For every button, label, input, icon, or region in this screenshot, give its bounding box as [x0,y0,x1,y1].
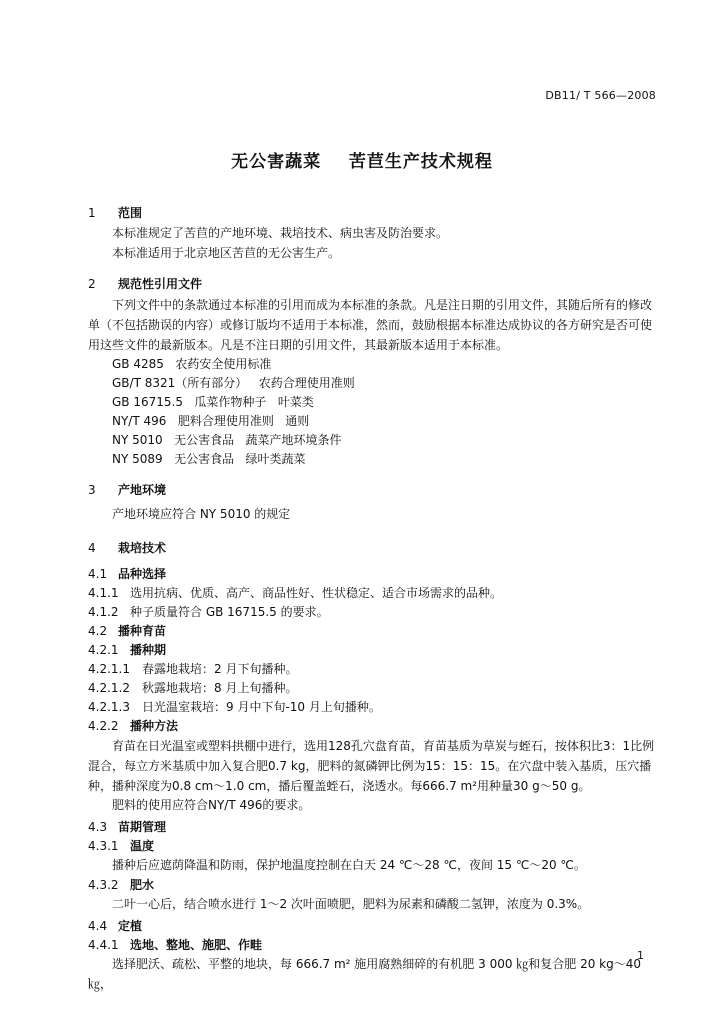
page-number: 1 [637,949,644,962]
subsection-number: 4.1 [88,566,108,581]
clause-number: 4.1.2 [88,604,119,619]
clause-text: 秋露地栽培：8 月上旬播种。 [142,680,298,695]
standard-code: DB11/ T 566—2008 [545,89,656,102]
clause-number: 4.2.1.3 [88,699,130,714]
subsection-number: 4.2.2 [88,718,119,733]
subsection-title: 选地、整地、施肥、作畦 [130,938,263,952]
subsection-heading [88,818,656,837]
subsection-number: 4.4.1 [88,938,119,952]
reference-item: GB 4285 农药安全使用标准 [112,357,272,371]
section-heading [88,202,656,224]
subsection-title: 定植 [118,919,143,933]
paragraph: 本标准规定了苦苣的产地环境、栽培技术、病虫害及防治要求。 [112,226,449,240]
reference-item: GB 16715.5 瓜菜作物种子 叶菜类 [112,395,314,409]
section-title: 产地环境 [118,483,167,497]
reference-item: NY 5010 无公害食品 蔬菜产地环境条件 [112,433,342,447]
subsection-heading [88,641,656,660]
paragraph: 选择肥沃、疏松、平整的地块，每 666.7 m² 施用腐熟细碎的有机肥 3 000 ㎏和复合肥 20 kg～40 ㎏， [88,957,642,991]
section-number: 4 [88,540,96,555]
subsection-number: 4.4 [88,919,108,933]
clause-number: 4.1.1 [88,585,119,600]
clause-item [88,679,656,698]
subsection-heading [88,917,656,936]
paragraph: 下列文件中的条款通过本标准的引用而成为本标准的条款。凡是注日期的引用文件，其随后所有的修改单（不包括勘误的内容）或修订版均不适用于本标准，然而，鼓励根据本标准达成协议的各方研究是否可使用这些文件的最新版本。凡是不注日期的引用文件，其最新版本适用于本标准。 [88,298,653,352]
reference-item: NY 5089 无公害食品 绿叶类蔬菜 [112,452,306,466]
section-number: 1 [88,206,96,220]
clause-item [88,584,656,603]
subsection-number: 4.3.1 [88,839,119,853]
subsection-number: 4.3 [88,820,108,834]
paragraph: 肥料的使用应符合NY/T 496的要求。 [112,797,311,812]
paragraph: 产地环境应符合 NY 5010 的规定 [112,507,291,521]
clause-number: 4.2.1.1 [88,661,130,676]
subsection-title: 播种方法 [130,718,179,733]
section-heading [88,273,656,295]
document-body [88,202,656,994]
subsection-heading [88,936,656,955]
reference-item: GB/T 8321（所有部分） 农药合理使用准则 [112,376,355,390]
subsection-number: 4.3.2 [88,877,119,892]
clause-item [88,698,656,717]
paragraph: 二叶一心后，结合喷水进行 1～2 次叶面喷肥，肥料为尿素和磷酸二氢钾，浓度为 0.3%。 [112,896,590,911]
clause-text: 日光温室栽培：9 月中下旬-10 月上旬播种。 [142,699,381,714]
section-heading [88,479,656,501]
subsection-title: 播种期 [130,642,167,657]
reference-item: NY/T 496 肥料合理使用准则 通则 [112,414,310,428]
clause-text: 种子质量符合 GB 16715.5 的要求。 [130,604,329,619]
paragraph: 本标准适用于北京地区苦苣的无公害生产。 [112,245,341,260]
clause-text: 春露地栽培：2 月下旬播种。 [142,661,298,676]
section-number: 2 [88,277,96,291]
paragraph: 播种后应遮荫降温和防雨，保护地温度控制在白天 24 ℃～28 ℃，夜间 15 ℃～20 ℃。 [112,858,586,872]
clause-number: 4.2.1.2 [88,680,130,695]
subsection-heading [88,717,656,736]
subsection-heading [88,565,656,584]
section-number: 3 [88,483,96,497]
subsection-heading [88,876,656,895]
section-title: 规范性引用文件 [118,277,203,291]
section-title: 范围 [118,206,143,220]
subsection-title: 品种选择 [118,566,167,581]
subsection-title: 苗期管理 [118,820,167,834]
paragraph: 育苗在日光温室或塑料拱棚中进行，选用128孔穴盘育苗，育苗基质为草炭与蛭石，按体积比3：1比例混合，每立方米基质中加入复合肥0.7 kg，肥料的氮磷钾比例为15：15：15。在穴盘中装入基质，压穴播种，播种深度为0.8 cm～1.0 cm，播后覆盖蛭石，浇透水。每666.7 m²用种量30 g～50 g。 [88,738,655,793]
subsection-title: 肥水 [130,877,155,892]
subsection-title: 播种育苗 [118,623,167,638]
clause-text: 选用抗病、优质、高产、商品性好、性状稳定、适合市场需求的品种。 [130,585,503,600]
document-title: 无公害蔬菜 苦苣生产技术规程 [231,152,493,172]
subsection-title: 温度 [130,839,155,853]
section-heading [88,537,656,559]
subsection-number: 4.2.1 [88,642,119,657]
clause-item [88,603,656,622]
section-title: 栽培技术 [118,540,167,555]
subsection-heading [88,837,656,856]
subsection-heading [88,622,656,641]
subsection-number: 4.2 [88,623,108,638]
clause-item [88,660,656,679]
